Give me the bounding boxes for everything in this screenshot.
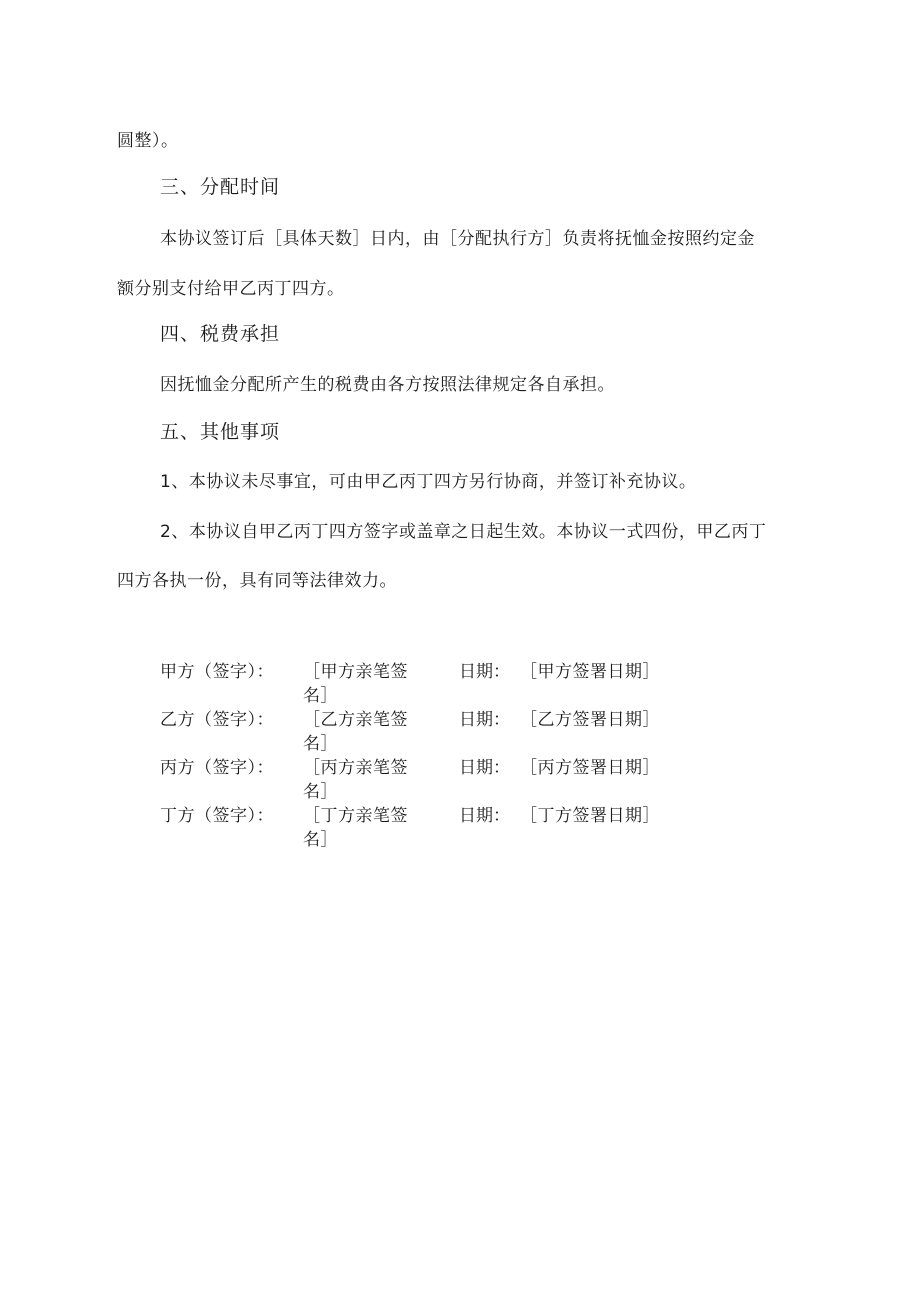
- signature-row-yi: [160, 708, 720, 756]
- section5-heading: 五、其他事项: [160, 421, 281, 443]
- date-field: ［乙方签署日期］: [520, 710, 660, 730]
- section5-item1: 1、本协议未尽事宜，可由甲乙丙丁四方另行协商，并签订补充协议。: [160, 472, 697, 492]
- section3-heading: 三、分配时间: [160, 176, 281, 198]
- signature-label: 甲方（签字）：: [160, 662, 274, 682]
- signature-name-field: ［丁方亲笔签名］: [303, 806, 408, 850]
- date-field: ［甲方签署日期］: [520, 662, 660, 682]
- signature-row-bing: [160, 756, 720, 804]
- intro-tail-text: 圆整）。: [117, 131, 179, 151]
- date-label: 日期：: [459, 662, 510, 682]
- signature-name-field: ［乙方亲笔签名］: [303, 710, 408, 754]
- signature-row-jia: [160, 660, 720, 708]
- signature-label: 乙方（签字）：: [160, 710, 274, 730]
- signature-label: 丁方（签字）：: [160, 806, 274, 826]
- date-label: 日期：: [459, 758, 510, 778]
- section5-item2-line1: 2、本协议自甲乙丙丁四方签字或盖章之日起生效。本协议一式四份，甲乙丙丁: [160, 522, 767, 542]
- date-label: 日期：: [459, 806, 510, 826]
- signature-label: 丙方（签字）：: [160, 758, 274, 778]
- section3-paragraph-line2: 额分别支付给甲乙丙丁四方。: [117, 279, 345, 299]
- signature-row-ding: [160, 804, 720, 852]
- signature-name-field: ［甲方亲笔签名］: [303, 662, 408, 706]
- section4-paragraph: 因抚恤金分配所产生的税费由各方按照法律规定各自承担。: [160, 375, 615, 395]
- date-label: 日期：: [459, 710, 510, 730]
- date-field: ［丙方签署日期］: [520, 758, 660, 778]
- section4-heading: 四、税费承担: [160, 323, 281, 345]
- section5-item2-line2: 四方各执一份，具有同等法律效力。: [117, 571, 397, 591]
- section3-paragraph-line1: 本协议签订后［具体天数］日内，由［分配执行方］负责将抚恤金按照约定金: [160, 229, 755, 249]
- signature-name-field: ［丙方亲笔签名］: [303, 758, 408, 802]
- date-field: ［丁方签署日期］: [520, 806, 660, 826]
